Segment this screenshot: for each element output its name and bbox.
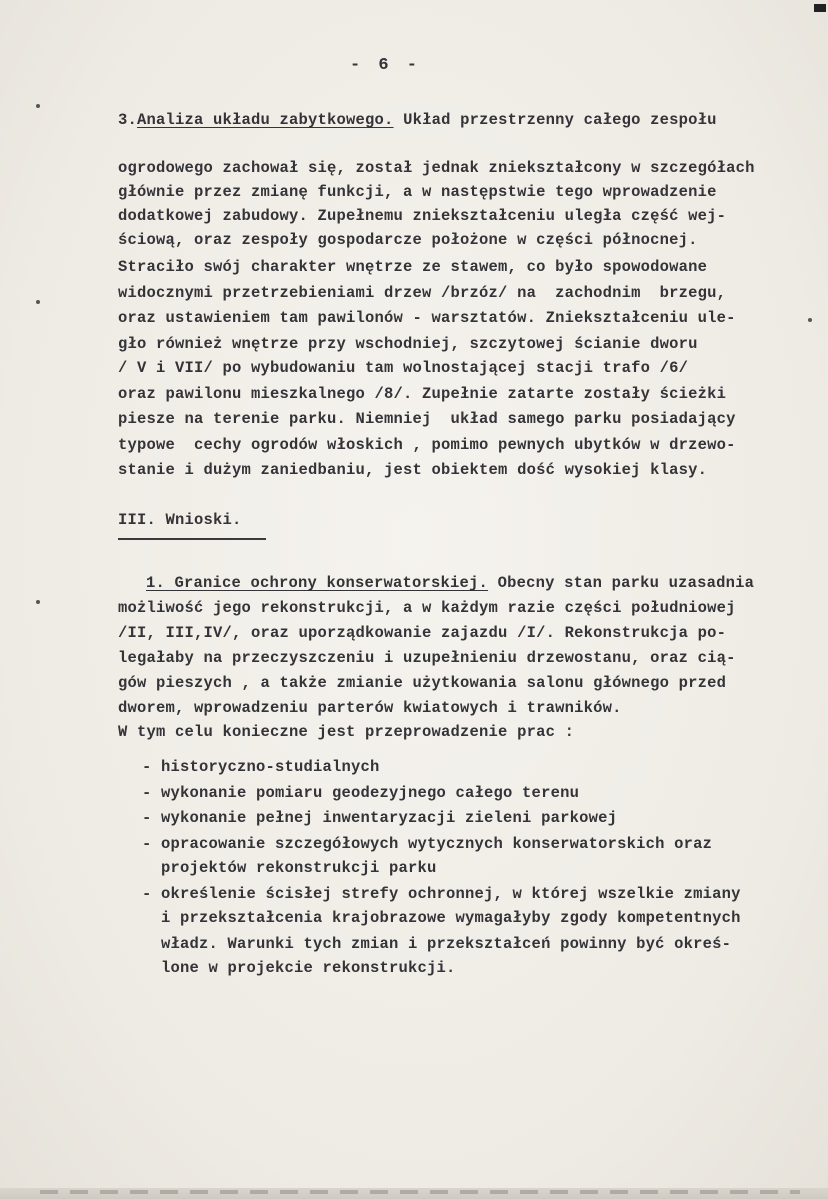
section3-line: ściową, oraz zespoły gospodarcze położone w części północnej. — [118, 231, 698, 249]
page-number: - 6 - — [350, 56, 422, 75]
item1-line: dworem, wprowadzeniu parterów kwiatowych i trawników. — [118, 699, 622, 717]
item1-line: możliwość jego rekonstrukcji, a w każdym razie części południowej — [118, 599, 736, 617]
section3-lead: Układ przestrzenny całego zespołu — [393, 111, 717, 129]
section3-line: oraz ustawieniem tam pawilonów - warsztatów. Zniekształceniu ule- — [118, 309, 736, 327]
item1-line: W tym celu konieczne jest przeprowadzenie prac : — [118, 723, 575, 741]
bullet-item: - historyczno-studialnych — [142, 758, 380, 776]
item1-line: gów pieszych , a także zmianie użytkowania salonu głównego przed — [118, 674, 727, 692]
heading-underline — [118, 538, 266, 540]
section3-line: stanie i dużym zaniedbaniu, jest obiektem dość wysokiej klasy. — [118, 461, 708, 479]
section3-title: Analiza układu zabytkowego. — [137, 111, 394, 129]
section3-number: 3. — [118, 111, 138, 129]
section3-line: dodatkowej zabudowy. Zupełnemu zniekształceniu uległa część wej- — [118, 207, 727, 225]
section3-line: ogrodowego zachował się, został jednak zniekształcony w szczegółach — [118, 159, 755, 177]
section3-line: / V i VII/ po wybudowaniu tam wolnostającej stacji trafo /6/ — [118, 359, 689, 377]
bullet-item: - określenie ścisłej strefy ochronnej, w której wszelkie zmiany — [142, 885, 741, 903]
section3-heading-line — [118, 110, 717, 130]
section3-line: typowe cechy ogrodów włoskich , pomimo pewnych ubytków w drzewo- — [118, 436, 736, 454]
margin-dot — [36, 300, 40, 304]
item1-heading-line — [146, 573, 754, 593]
bullet-item: - wykonanie pełnej inwentaryzacji zieleni parkowej — [142, 809, 618, 827]
margin-dot — [36, 104, 40, 108]
item1-lead: Obecny stan parku uzasadnia — [488, 574, 755, 592]
bullet-item: - opracowanie szczegółowych wytycznych konserwatorskich oraz — [142, 835, 713, 853]
section3-line: Straciło swój charakter wnętrze ze stawem, co było spowodowane — [118, 258, 708, 276]
margin-dot — [808, 318, 812, 322]
section3-line: głównie przez zmianę funkcji, a w następstwie tego wprowadzenie — [118, 183, 717, 201]
margin-dot — [36, 600, 40, 604]
bullet-item-continued: i przekształcenia krajobrazowe wymagałyby zgody kompetentnych — [142, 909, 741, 927]
item1-line: legałaby na przeczyszczeniu i uzupełnieniu drzewostanu, oraz cią- — [118, 649, 736, 667]
scan-bottom-marks — [40, 1190, 800, 1194]
bullet-item-continued: projektów rekonstrukcji parku — [142, 859, 437, 877]
bullet-item-continued: władz. Warunki tych zmian i przekształceń powinny być okreś- — [142, 935, 732, 953]
item1-line: /II, III,IV/, oraz uporządkowanie zajazdu /I/. Rekonstrukcja po- — [118, 624, 727, 642]
section3-line: oraz pawilonu mieszkalnego /8/. Zupełnie zatarte zostały ścieżki — [118, 385, 727, 403]
scan-corner-mark — [814, 4, 826, 12]
section-heading-wnioski: III. Wnioski. — [118, 511, 242, 529]
section3-line: widocznymi przetrzebieniami drzew /brzóz/ na zachodnim brzegu, — [118, 284, 727, 302]
section3-line: gło również wnętrze przy wschodniej, szczytowej ścianie dworu — [118, 335, 698, 353]
bullet-item-continued: lone w projekcie rekonstrukcji. — [142, 959, 456, 977]
bullet-item: - wykonanie pomiaru geodezyjnego całego terenu — [142, 784, 580, 802]
item1-title: 1. Granice ochrony konserwatorskiej. — [146, 574, 489, 592]
section3-line: piesze na terenie parku. Niemniej układ samego parku posiadający — [118, 410, 736, 428]
